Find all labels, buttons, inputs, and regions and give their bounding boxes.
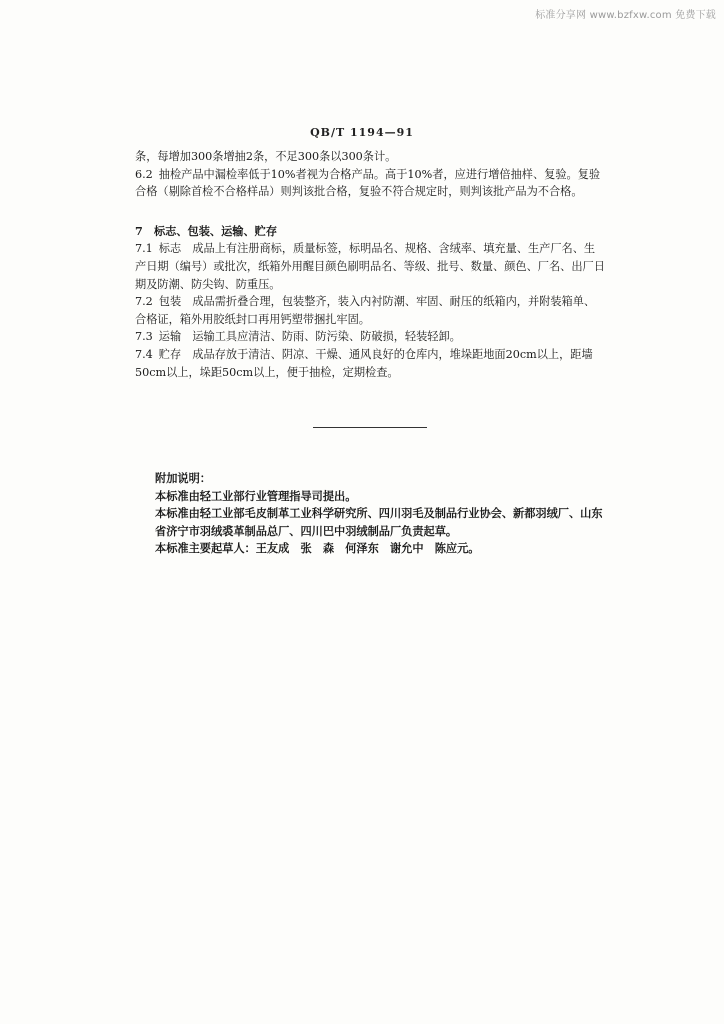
watermark-text: 标准分享网 www.bzfxw.com 免费下载	[535, 10, 716, 21]
running-head: QB/T 1194—91	[310, 126, 414, 139]
clause-text: 运输 运输工具应清洁、防雨、防污染、防破损，轻装轻卸。	[158, 330, 461, 344]
notes-line: 本标准由轻工业部毛皮制革工业科学研究所、四川羽毛及制品行业协会、新都羽绒厂、山东省济宁市羽绒裘革制品总厂、四川巴中羽绒制品厂负责起草。	[155, 506, 603, 538]
clause-text: 抽检产品中漏检率低于10%者视为合格产品。高于10%者，应进行增倍抽样、复验。复验合格（剔除首检不合格样品）则判该批合格，复验不符合规定时，则判该批产品为不合格。	[135, 167, 601, 199]
clause-number: 7.3	[135, 330, 153, 344]
clause-7-3	[135, 328, 605, 346]
clause-6-2	[135, 166, 605, 201]
section-title: 7 标志、包装、运输、贮存	[135, 223, 278, 238]
additional-notes	[133, 470, 613, 558]
main-body	[135, 148, 605, 381]
clause-number: 6.2	[135, 167, 153, 181]
notes-line: 本标准由轻工业部行业管理指导司提出。	[155, 488, 357, 503]
clause-7-1	[135, 240, 605, 293]
clause-7-4	[135, 346, 605, 381]
clause-number: 7.4	[135, 347, 153, 361]
clause-text: 包装 成品需折叠合理，包装整齐，装入内衬防潮、牢固、耐压的纸箱内，并附装箱单、合格证，箱外用胶纸封口再用钙塑带捆扎牢固。	[135, 295, 596, 326]
clause-text: 贮存 成品存放于清洁、阴凉、干燥、通风良好的仓库内，堆垛距地面20cm以上，距墙50cm以上，垛距50cm以上，便于抽检，定期检查。	[135, 347, 593, 379]
clause-text: 标志 成品上有注册商标，质量标签，标明品名、规格、含绒率、填充量、生产厂名、生产日期（编号）或批次，纸箱外用醒目颜色刷明品名、等级、批号、数量、颜色、厂名、出厂日期及防潮、防尖钩、防重压。	[135, 242, 605, 291]
clause-number: 7.2	[135, 295, 153, 309]
end-rule	[313, 427, 427, 428]
clause-7-2	[135, 293, 605, 328]
notes-line: 本标准主要起草人：王友成 张 森 何泽东 谢允中 陈应元。	[155, 541, 480, 556]
clause-number: 7.1	[135, 242, 153, 256]
paragraph-continued: 条，每增加300条增抽2条，不足300条以300条计。	[135, 150, 397, 163]
notes-title: 附加说明：	[155, 471, 211, 485]
